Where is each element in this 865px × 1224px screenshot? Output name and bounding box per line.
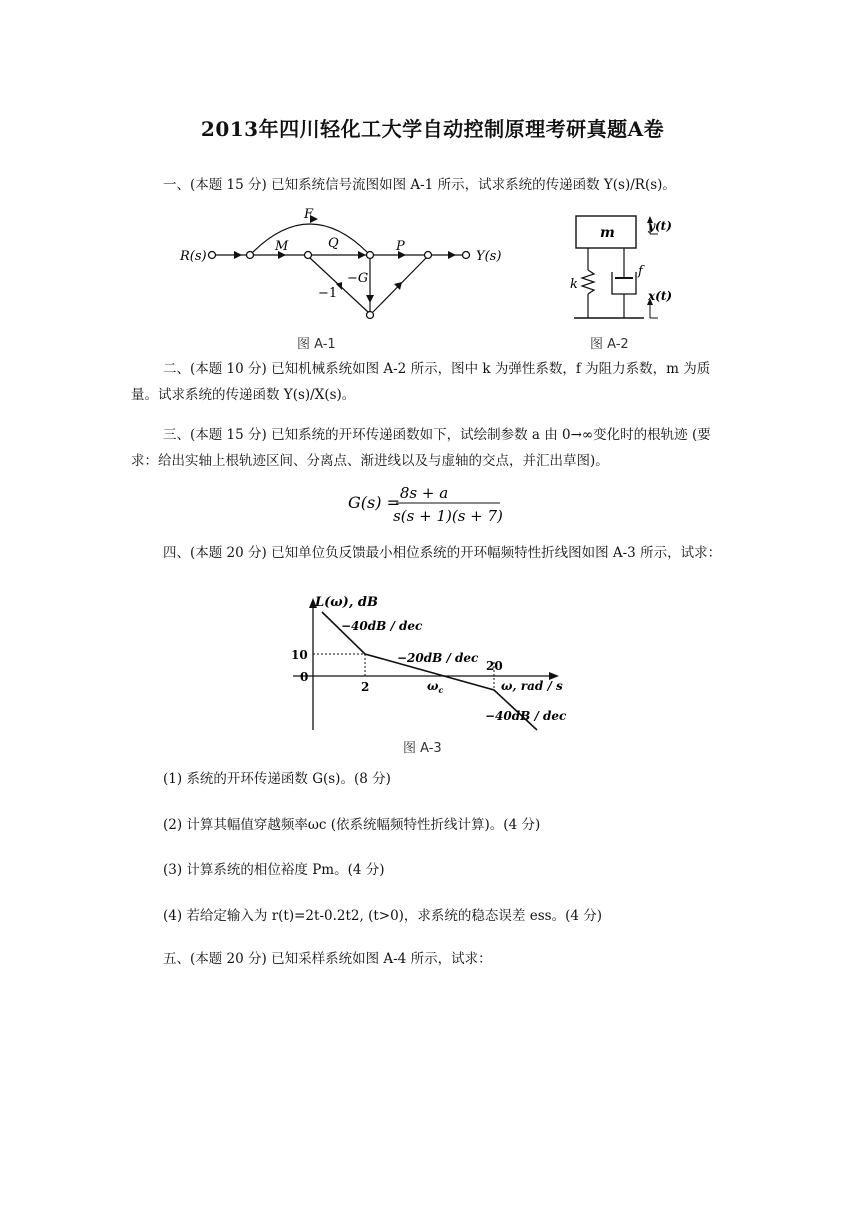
label-minus-one: −1 [318, 286, 338, 301]
label-P: P [396, 239, 405, 254]
question-4: 四、(本题 20 分) 已知单位负反馈最小相位系统的开环幅频特性折线图如图 A-3 所示，试求： [163, 545, 722, 561]
caption-a1: 图 A-1 [297, 337, 336, 352]
label-y: y(t) [648, 219, 672, 233]
caption-a3: 图 A-3 [403, 741, 442, 756]
mechanical-system-diagram [568, 212, 678, 324]
slope-label-2: −20dB / dec [397, 651, 479, 665]
y-axis-label: L(ω), dB [315, 595, 378, 610]
node-2 [305, 252, 312, 259]
question-5: 五、(本题 20 分) 已知采样系统如图 A-4 所示，试求： [163, 951, 492, 967]
question-2: 二、(本题 10 分) 已知机械系统如图 A-2 所示，图中 k 为弹性系数，f 为阻力系数，m 为质量。试求系统的传递函数 Y(s)/X(s)。 [131, 361, 711, 403]
q4-item-1: (1) 系统的开环传递函数 G(s)。(8 分) [163, 771, 391, 787]
node-4 [425, 252, 432, 259]
label-F: F [304, 207, 314, 222]
label-mass: m [600, 225, 615, 241]
node-output [463, 252, 470, 259]
label-output: Y(s) [476, 249, 502, 264]
q4-item-3: (3) 计算系统的相位裕度 Pm。(4 分) [163, 862, 385, 878]
bode-magnitude-plot [285, 592, 575, 734]
question-3: 三、(本题 15 分) 已知系统的开环传递函数如下，试绘制参数 a 由 0→∞变化时的根轨迹 (要求：给出实轴上根轨迹区间、分离点、渐进线以及与虚轴的交点，并汇出草图)。 [131, 427, 711, 469]
formula-g-s [346, 482, 506, 526]
signal-flow-graph [170, 200, 510, 325]
spring [582, 270, 594, 294]
formula-numerator: 8s + a [399, 484, 449, 502]
formula-denominator: s(s + 1)(s + 7) [393, 507, 503, 525]
formula-lhs: G(s) = [348, 493, 400, 512]
figure-a3 [285, 592, 575, 734]
question-1: 一、(本题 15 分) 已知系统信号流图如图 A-1 所示，试求系统的传递函数 Y(s)/R(s)。 [163, 177, 676, 193]
node-input [209, 252, 216, 259]
label-minus-g: −G [347, 271, 369, 286]
figure-a2 [568, 212, 678, 324]
page-title: 2013年四川轻化工大学自动控制原理考研真题A卷 [200, 117, 665, 141]
x-axis-label: ω, rad / s [501, 679, 563, 693]
tick-label-20: 20 [486, 659, 503, 673]
label-Q: Q [328, 236, 339, 251]
tick-label-2: 2 [361, 680, 370, 694]
q4-item-2: (2) 计算其幅值穿越频率ωc (依系统幅频特性折线计算)。(4 分) [163, 817, 541, 833]
figure-a1 [170, 200, 510, 325]
label-x: x(t) [648, 289, 673, 303]
slope-label-1: −40dB / dec [341, 619, 423, 633]
q4-item-4: (4) 若给定输入为 r(t)=2t-0.2t2, (t>0)，求系统的稳态误差 ess。(4 分) [163, 908, 602, 924]
label-input: R(s) [180, 249, 207, 264]
label-f: f [638, 264, 643, 279]
label-k: k [570, 277, 578, 292]
label-M: M [275, 239, 289, 254]
slope-label-3: −40dB / dec [485, 709, 567, 723]
tick-label-10: 10 [291, 648, 308, 662]
tick-label-0: 0 [300, 670, 309, 684]
caption-a2: 图 A-2 [590, 337, 629, 352]
node-5 [367, 312, 374, 319]
label-wc: $\omega_c$ [427, 679, 444, 695]
